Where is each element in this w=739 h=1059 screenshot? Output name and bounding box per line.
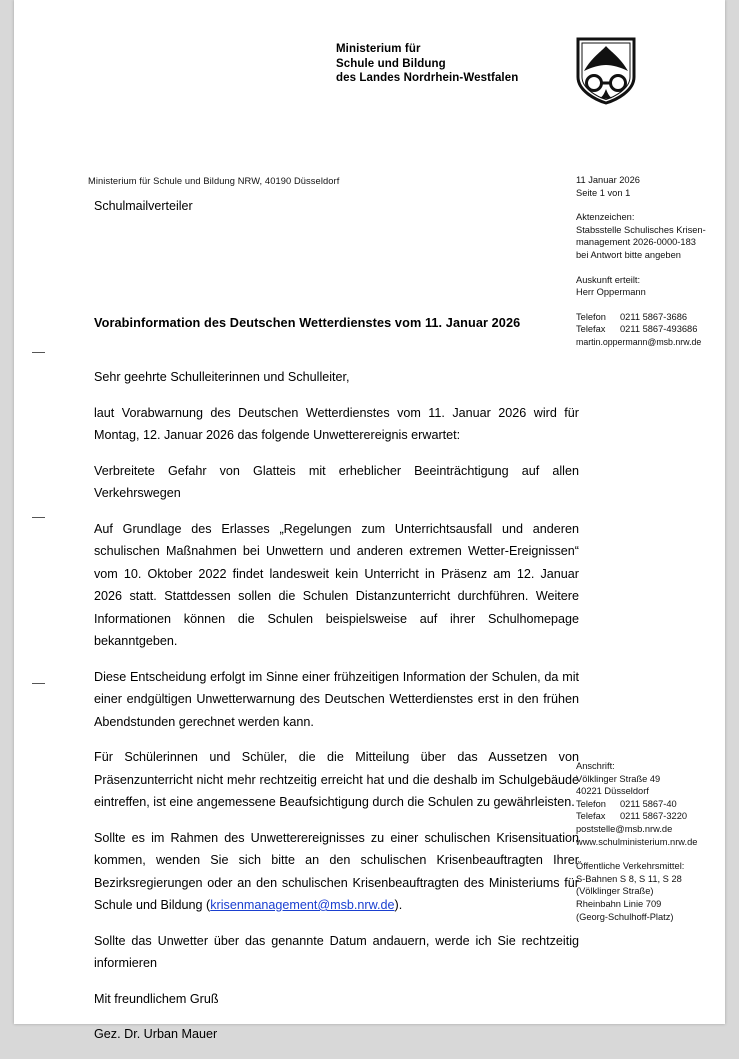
krisenmanagement-email-link[interactable]: krisenmanagement@msb.nrw.de (210, 898, 395, 912)
aktenzeichen-line-2: management 2026-0000-183 (576, 237, 696, 248)
anschrift-street: Völklinger Straße 49 (576, 773, 661, 784)
aktenzeichen-line-1: Stabsstelle Schulisches Krisen- (576, 224, 706, 235)
letter-closing: Mit freundlichem Gruß (94, 991, 219, 1006)
letter-paragraph-1: laut Vorabwarnung des Deutschen Wetterdienstes vom 11. Januar 2026 wird für Montag, 12. Januar 2026 das folgende Unwetterereignis erwartet: (94, 405, 579, 442)
meta-date-block (576, 174, 726, 199)
letter-body (94, 366, 579, 1059)
letter-paragraph-6-tail: ). (394, 898, 403, 912)
meta-telefon-value: 0211 5867-3686 (620, 311, 688, 322)
meta-telefax-value: 0211 5867-493686 (620, 324, 698, 335)
meta-telefax-label: Telefax (576, 324, 606, 335)
footer-telefax-value: 0211 5867-3220 (620, 811, 688, 822)
letter-paragraph-5: Für Schülerinnen und Schüler, die die Mitteilung über das Aussetzen von Präsenzunterricht nicht mehr rechtzeitig erreicht hat und die deshalb im Schulgebäude eintreffen, ist eine angemessene Beaufsichtigung durch die Schulen zu gewährleisten. (94, 750, 579, 809)
footer-address-column (576, 760, 736, 935)
footer-telefax-row (576, 810, 736, 823)
ministry-title-line-3: des Landes Nordrhein-Westfalen (336, 72, 519, 84)
aktenzeichen-line-3: bei Antwort bitte angeben (576, 249, 681, 260)
meta-email: martin.oppermann@msb.nrw.de (576, 336, 702, 347)
meta-date: 11 Januar 2026 (576, 175, 640, 185)
footer-telefon-row (576, 798, 736, 811)
transport-line-1: S-Bahnen S 8, S 11, S 28 (576, 873, 682, 884)
letter-salutation: Sehr geehrte Schulleiterinnen und Schulleiter, (94, 370, 350, 384)
ministry-title (336, 42, 518, 86)
letterhead (14, 0, 725, 120)
anschrift-city: 40221 Düsseldorf (576, 786, 649, 797)
meta-contact-block (576, 311, 726, 349)
aktenzeichen-label: Aktenzeichen: (576, 212, 635, 223)
auskunft-label: Auskunft erteilt: (576, 274, 641, 285)
fold-mark-3 (32, 683, 45, 684)
transport-line-3: Rheinbahn Linie 709 (576, 898, 662, 909)
document-page (14, 0, 725, 1041)
footer-address-block (576, 760, 736, 848)
auskunft-name: Herr Oppermann (576, 287, 646, 298)
meta-auskunft-block (576, 274, 726, 299)
footer-telefon-label: Telefon (576, 798, 606, 809)
transport-line-4: (Georg-Schulhoff-Platz) (576, 911, 674, 922)
meta-telefax-row (576, 323, 726, 336)
coat-of-arms-icon (576, 37, 636, 105)
footer-web: www.schulministerium.nrw.de (576, 836, 698, 847)
fold-mark-2 (32, 517, 45, 518)
letter-paragraph-2: Verbreitete Gefahr von Glatteis mit erheblicher Beeinträchtigung auf allen Verkehrswegen (94, 463, 579, 500)
transport-line-2: (Völklinger Straße) (576, 886, 654, 897)
letter-subject: Vorabinformation des Deutschen Wetterdienstes vom 11. Januar 2026 (94, 316, 521, 330)
letter-paragraph-4: Diese Entscheidung erfolgt im Sinne einer frühzeitigen Information der Schulen, da mit einer endgültigen Unwetterwarnung des Deutschen Wetterdienstes erst in den frühen Abendstunden gerechnet werden kann. (94, 669, 579, 729)
ministry-title-line-1: Ministerium für (336, 43, 421, 55)
footer-email: poststelle@msb.nrw.de (576, 823, 673, 834)
recipient-address: Schulmailverteiler (94, 199, 193, 213)
sender-address-line: Ministerium für Schule und Bildung NRW, 40190 Düsseldorf (88, 176, 340, 186)
footer-transport-block (576, 860, 736, 923)
meta-page: Seite 1 von 1 (576, 187, 631, 198)
transport-label: Öffentliche Verkehrsmittel: (576, 861, 685, 872)
letter-paragraph-3: Auf Grundlage des Erlasses „Regelungen zum Unterrichtsausfall und anderen schulischen Maßnahmen bei Unwettern und anderen extremen Wetter-Ereignissen“ vom 10. Oktober 2022 findet landesweit kein Unterricht in Präsenz am 12. Januar 2026 statt. Stattdessen sollen die Schulen Distanzunterricht durchführen. Weitere Informationen können die Schulen beispielsweise auf ihrer Schulhomepage bekanntgeben. (94, 521, 579, 648)
letter-signature: Gez. Dr. Urban Mauer (94, 1027, 218, 1041)
ministry-title-line-2: Schule und Bildung (336, 57, 446, 70)
letter-paragraph-6 (94, 827, 579, 917)
meta-telefon-row (576, 311, 726, 324)
fold-mark-1 (32, 352, 45, 353)
meta-telefon-label: Telefon (576, 311, 606, 322)
footer-telefon-value: 0211 5867-40 (620, 798, 677, 809)
meta-aktenzeichen-block (576, 211, 726, 261)
letter-paragraph-6-text: Sollte es im Rahmen des Unwetterereignisses zu einer schulischen Krisensituation kommen, wenden Sie sich bitte an den schulischen Krisenbeauftragten Ihrer Bezirksregierungen oder an den schulischen Krisenbeauftragten des Ministeriums für Schule und Bildung ( (94, 830, 579, 912)
meta-info-column (576, 174, 726, 349)
letter-paragraph-7: Sollte das Unwetter über das genannte Datum andauern, werde ich Sie rechtzeitig informieren (94, 933, 579, 970)
footer-telefax-label: Telefax (576, 811, 606, 822)
anschrift-label: Anschrift: (576, 761, 615, 771)
